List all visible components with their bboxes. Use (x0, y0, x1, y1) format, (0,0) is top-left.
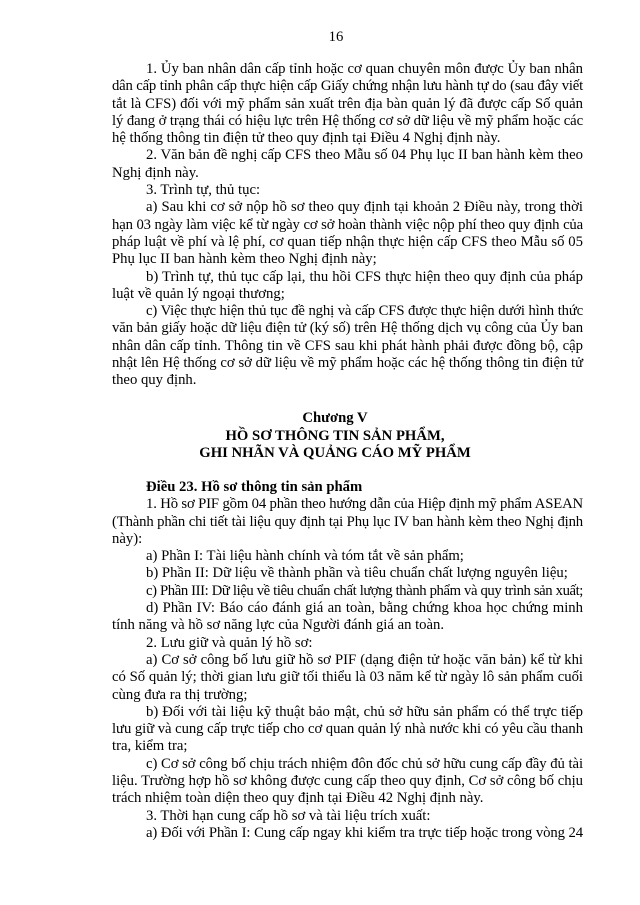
point-c (112, 756, 583, 808)
text-line: a) Phần I: Tài liệu hành chính và tóm tắt về sản phẩm; (146, 548, 464, 565)
point-a (112, 199, 583, 268)
text-line: hạn 03 ngày làm việc kể từ ngày cơ sở hoàn thành việc nộp phí theo quy định của (112, 216, 583, 233)
text-line: lưu giữ và cung cấp trực tiếp cho cơ quan quản lý nhà nước khi có yêu cầu thanh (112, 721, 583, 738)
point-a (112, 548, 583, 565)
article-heading: Điều 23. Hồ sơ thông tin sản phẩm (146, 479, 363, 495)
text-line: d) Phần IV: Báo cáo đánh giá an toàn, bằng chứng khoa học chứng minh (146, 600, 583, 617)
text-line: tắt là CFS) đối với mỹ phẩm sản xuất trên địa bàn quản lý đã được cấp Số quản (112, 95, 583, 112)
point-b (112, 704, 583, 756)
text-line: văn bản giấy hoặc dữ liệu điện tử (ký số) trên Hệ thống dịch vụ công của Ủy ban (112, 320, 583, 337)
clause-3-heading (112, 808, 583, 825)
text-line: luật về quản lý ngoại thương; (112, 285, 285, 302)
text-line: tra, kiểm tra; (112, 738, 188, 755)
point-b (112, 269, 583, 304)
chapter-heading (112, 410, 558, 463)
text-line: a) Sau khi cơ sở nộp hồ sơ theo quy định tại khoản 2 Điều này, trong thời (146, 199, 583, 216)
text-line: liệu. Trường hợp hồ sơ không được cung cấp theo quy định, Cơ sở công bố chịu (112, 773, 583, 790)
clause-1 (112, 496, 583, 548)
text-line: cùng đưa ra thị trường; (112, 686, 248, 703)
clause-2 (112, 147, 583, 182)
text-line: b) Đối với tài liệu kỹ thuật bảo mật, chủ sở hữu sản phẩm có thể trực tiếp (146, 703, 583, 720)
text-line: b) Trình tự, thủ tục cấp lại, thu hồi CFS thực hiện theo quy định của pháp (146, 268, 583, 285)
text-line: lý đang ở trạng thái có hiệu lực trên Hệ thống cơ sở dữ liệu về mỹ phẩm hoặc các (112, 112, 583, 129)
point-c (112, 583, 583, 600)
clause-3-heading (112, 182, 583, 199)
text-line: 3. Thời hạn cung cấp hồ sơ và tài liệu trích xuất: (146, 807, 431, 824)
text-line: nhân dân cấp tỉnh. Thông tin về CFS sau khi phát hành phải được đồng bộ, cập (112, 337, 583, 354)
text-line: có Số quản lý; thời gian lưu giữ tối thiểu là 03 năm kể từ ngày lô sản phẩm cuối (112, 669, 583, 686)
text-line: hệ thống thông tin điện tử theo quy định tại Điều 4 Nghị định này. (112, 130, 501, 147)
clause-1 (112, 61, 583, 147)
clause-2-heading (112, 635, 583, 652)
point-c (112, 303, 583, 389)
text-line: 1. Hồ sơ PIF gồm 04 phần theo hướng dẫn của Hiệp định mỹ phẩm ASEAN (146, 496, 583, 513)
text-line: a) Cơ sở công bố lưu giữ hồ sơ PIF (dạng điện tử hoặc văn bản) kể từ khi (146, 651, 583, 668)
chapter-label: Chương V (302, 410, 368, 426)
text-line: pháp luật về phí và lệ phí, cơ quan tiếp nhận thực hiện cấp CFS theo Mẫu số 05 (112, 233, 583, 250)
page-number: 16 (328, 29, 344, 45)
continued-article-text (112, 61, 583, 390)
text-line: theo quy định. (112, 372, 197, 389)
point-b (112, 565, 583, 582)
text-line: 2. Văn bản đề nghị cấp CFS theo Mẫu số 04 Phụ lục II ban hành kèm theo (146, 147, 583, 164)
text-line: này): (112, 530, 143, 547)
text-line: c) Phần III: Dữ liệu về tiêu chuẩn chất lượng thành phẩm và quy trình sản xuất; (146, 582, 583, 599)
point-a (112, 652, 583, 704)
text-line: tính năng và hồ sơ năng lực của Người đánh giá an toàn. (112, 617, 445, 634)
text-line: b) Phần II: Dữ liệu về thành phần và tiêu chuẩn chất lượng nguyên liệu; (146, 565, 568, 582)
point-a (112, 825, 583, 842)
text-line: 2. Lưu giữ và quản lý hồ sơ: (146, 634, 313, 651)
text-line: Nghị định này. (112, 164, 199, 181)
text-line: trách nhiệm toàn diện theo quy định tại Điều 42 Nghị định này. (112, 790, 484, 807)
point-d (112, 600, 583, 635)
text-line: a) Đối với Phần I: Cung cấp ngay khi kiểm tra trực tiếp hoặc trong vòng 24 (146, 824, 583, 841)
chapter-title-line: GHI NHÃN VÀ QUẢNG CÁO MỸ PHẨM (199, 445, 471, 461)
text-line: nhật lên Hệ thống cơ sở dữ liệu về mỹ phẩm hoặc các hệ thống thông tin điện tử (112, 355, 583, 372)
text-line: 3. Trình tự, thủ tục: (146, 182, 261, 199)
text-line: (Thành phần chi tiết tài liệu quy định tại Phụ lục IV ban hành kèm theo Nghị định (112, 513, 583, 530)
article-23 (112, 479, 583, 842)
text-line: c) Cơ sở công bố chịu trách nhiệm đôn đốc chủ sở hữu cung cấp đầy đủ tài (146, 755, 583, 772)
chapter-title-line: HỒ SƠ THÔNG TIN SẢN PHẨM, (225, 427, 445, 444)
text-line: dân cấp tỉnh phân cấp thực hiện cấp Giấy chứng nhận lưu hành tự do (sau đây viết (112, 78, 583, 95)
text-line: c) Việc thực hiện thủ tục đề nghị và cấp CFS được thực hiện dưới hình thức (146, 303, 583, 320)
text-line: Phụ lục II ban hành kèm theo Nghị định này; (112, 251, 377, 268)
text-line: 1. Ủy ban nhân dân cấp tỉnh hoặc cơ quan chuyên môn được Ủy ban nhân (146, 61, 583, 77)
